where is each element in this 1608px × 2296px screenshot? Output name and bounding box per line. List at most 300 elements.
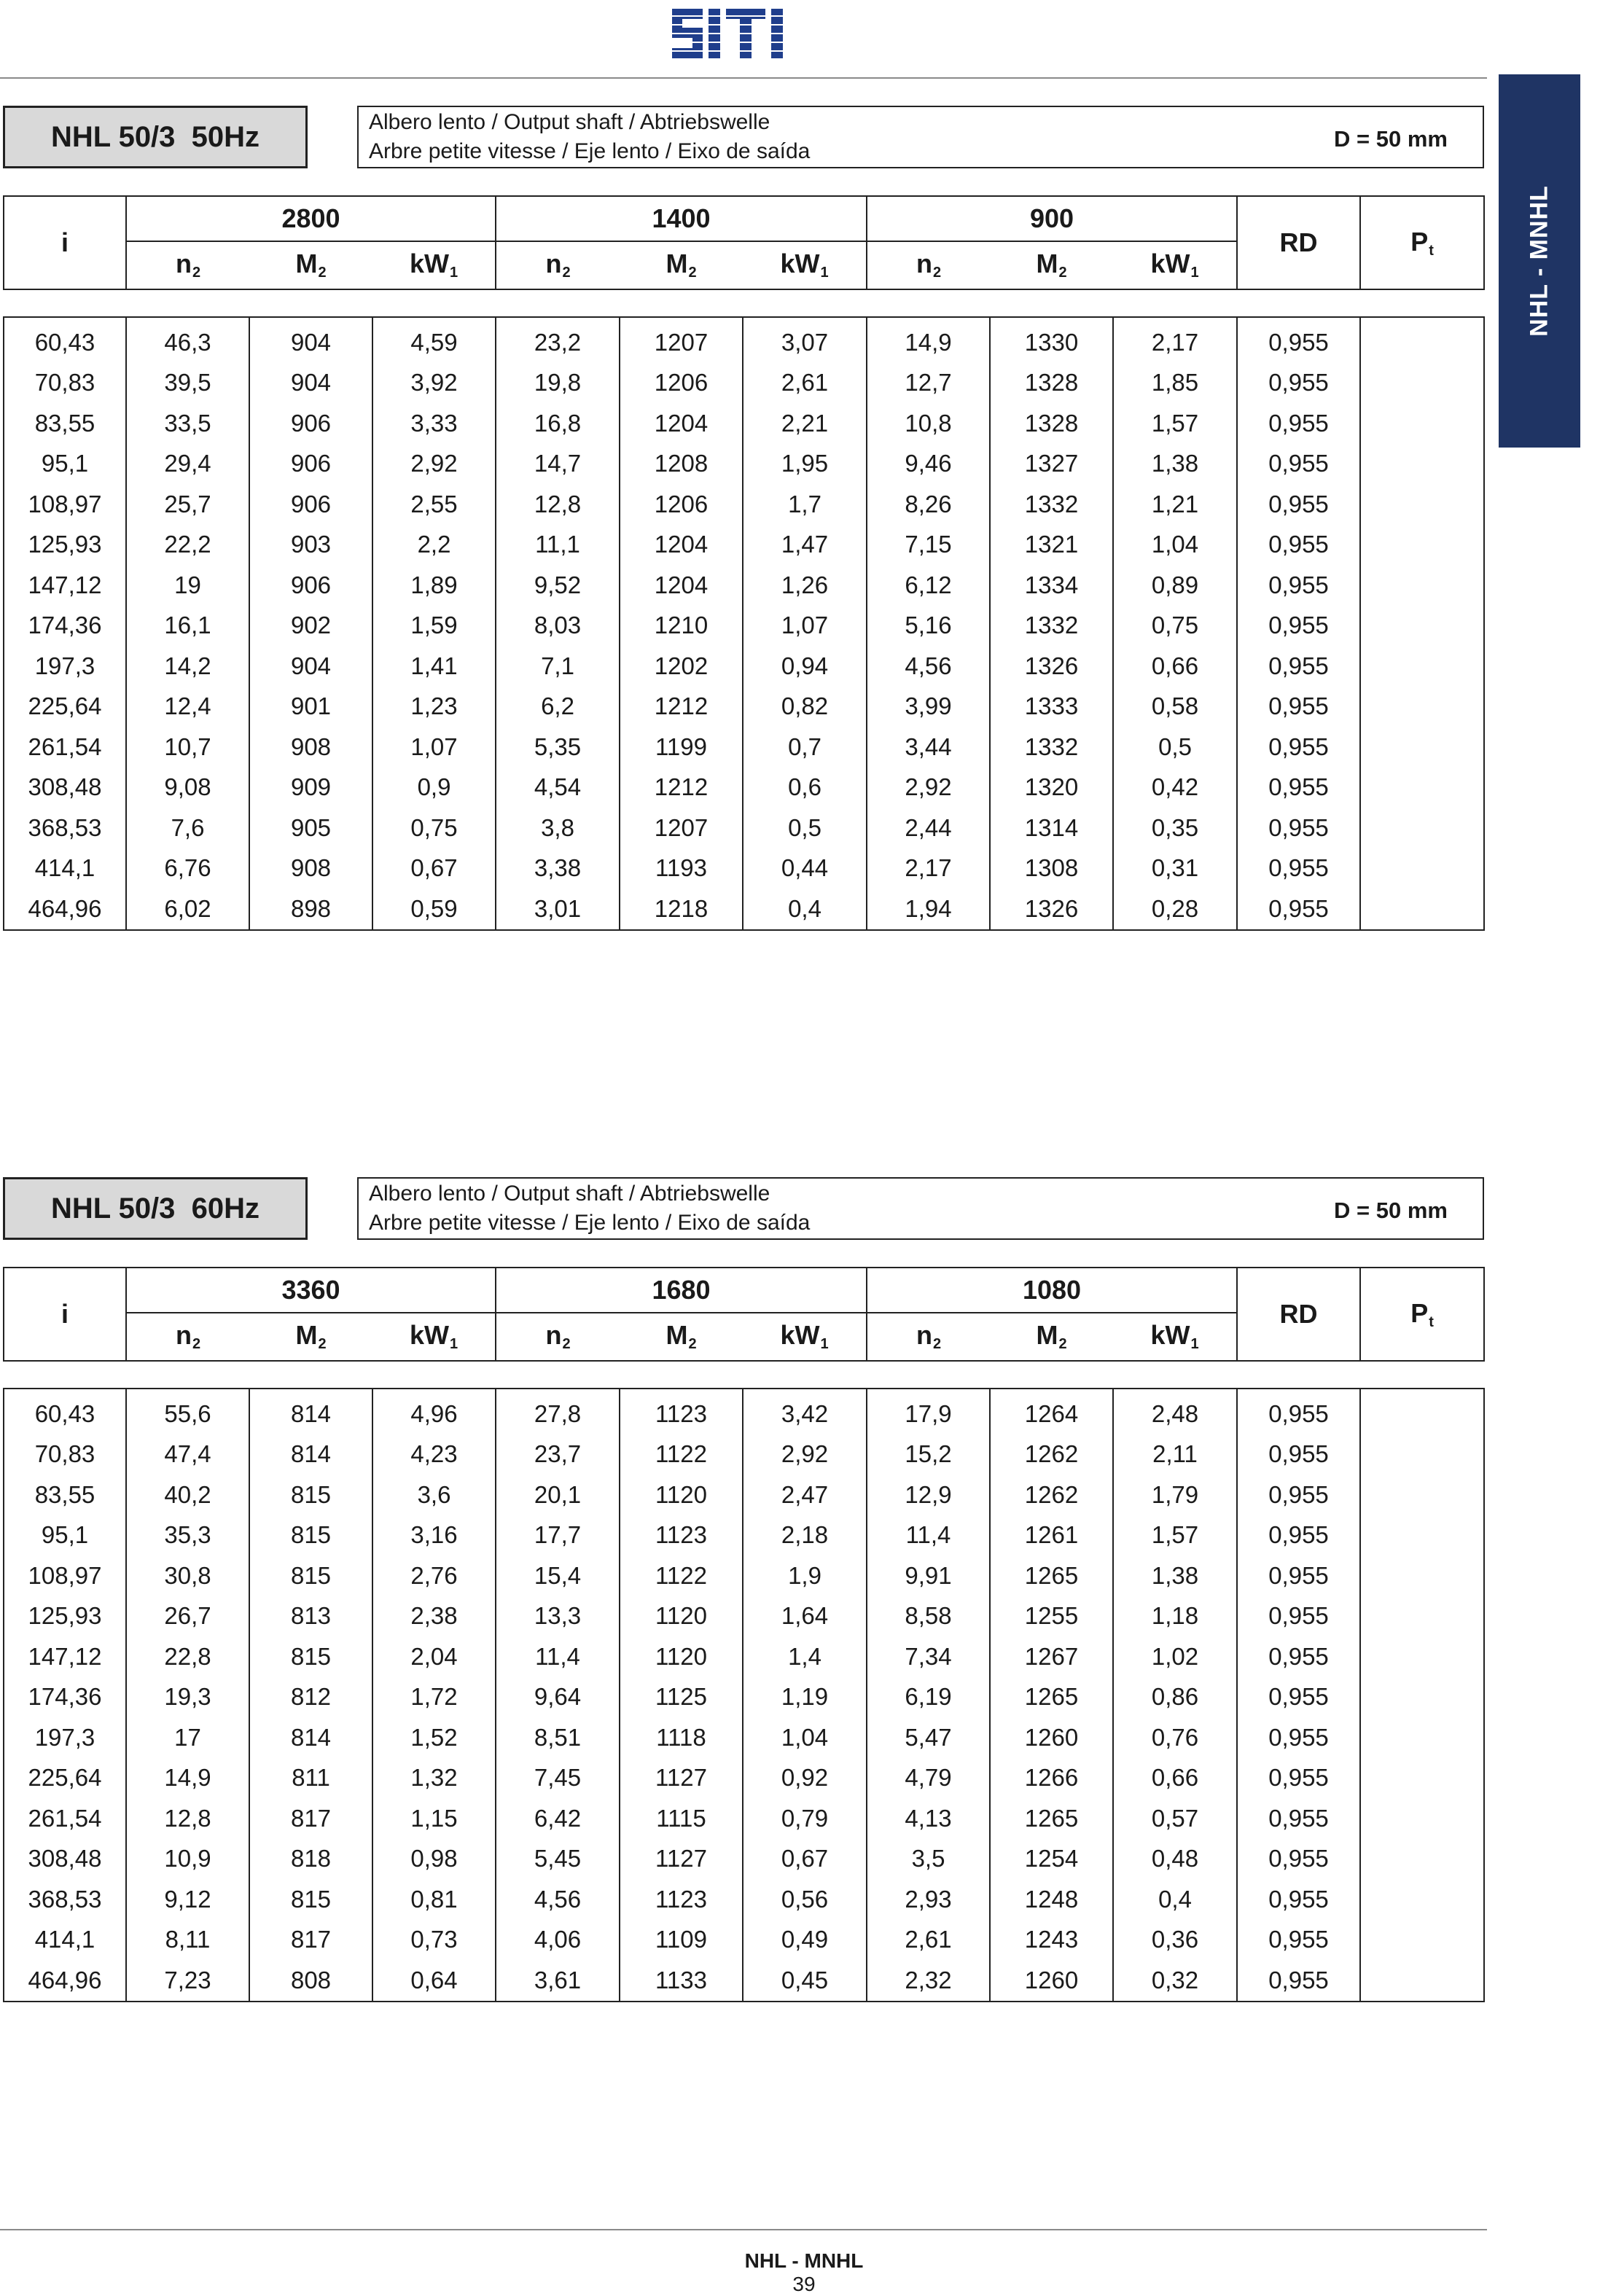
table-cell: 1,9	[743, 1555, 867, 1596]
table-cell: 0,955	[1237, 1879, 1360, 1920]
table-row	[4, 363, 1484, 404]
table-cell: 904	[249, 317, 372, 363]
header-symbol: M	[295, 249, 318, 279]
table-cell: 0,955	[1237, 403, 1360, 444]
table-cell: 0,94	[743, 646, 867, 687]
table-cell: 368,53	[4, 808, 126, 848]
table-cell: 1333	[990, 687, 1113, 727]
header-quantity	[249, 1313, 372, 1361]
table-cell: 60,43	[4, 317, 126, 363]
table-cell: 1120	[620, 1475, 743, 1515]
table-cell: 174,36	[4, 1677, 126, 1718]
table-cell: 905	[249, 808, 372, 848]
header-symbol: M	[295, 1320, 318, 1351]
header-quantity	[743, 241, 867, 289]
table-cell: 5,16	[867, 606, 990, 647]
table-cell: 29,4	[126, 444, 249, 485]
table-cell: 0,48	[1113, 1839, 1237, 1880]
table-cell: 0,955	[1237, 1475, 1360, 1515]
table-cell: 0,5	[743, 808, 867, 848]
table-cell: 1,59	[372, 606, 496, 647]
table-cell: 0,955	[1237, 646, 1360, 687]
header-rd: RD	[1237, 196, 1360, 289]
table-row	[4, 1839, 1484, 1880]
table-cell: 2,32	[867, 1960, 990, 2002]
table-cell: 0,955	[1237, 768, 1360, 808]
table-row	[4, 1475, 1484, 1515]
table-cell: 0,7	[743, 727, 867, 768]
table-cell: 6,12	[867, 565, 990, 606]
table-cell: 1123	[620, 1879, 743, 1920]
table-cell: 16,8	[496, 403, 620, 444]
table-cell: 3,42	[743, 1389, 867, 1434]
table-cell: 261,54	[4, 727, 126, 768]
table-cell: 2,76	[372, 1555, 496, 1596]
table-cell: 1207	[620, 808, 743, 848]
table-cell	[1360, 1475, 1484, 1515]
header-subscript: t	[1429, 242, 1434, 259]
table-cell: 6,42	[496, 1798, 620, 1839]
table-cell	[1360, 1677, 1484, 1718]
table-row	[4, 1879, 1484, 1920]
table-cell: 906	[249, 484, 372, 525]
table-cell: 19,3	[126, 1677, 249, 1718]
table-row	[4, 687, 1484, 727]
table-cell: 0,955	[1237, 1758, 1360, 1799]
table-row	[4, 889, 1484, 930]
table-cell: 1,07	[743, 606, 867, 647]
table-cell: 1,07	[372, 727, 496, 768]
header-input-speed: 3360	[126, 1268, 496, 1313]
table-cell: 1,04	[743, 1717, 867, 1758]
table-cell: 9,08	[126, 768, 249, 808]
table-cell: 108,97	[4, 1555, 126, 1596]
table-cell: 1265	[990, 1798, 1113, 1839]
table-cell: 95,1	[4, 444, 126, 485]
header-symbol: n	[916, 249, 932, 279]
data-table-50hz	[3, 316, 1485, 931]
header-symbol: kW	[1150, 1320, 1190, 1351]
table-cell: 9,52	[496, 565, 620, 606]
table-cell: 13,3	[496, 1596, 620, 1637]
table-cell: 1,64	[743, 1596, 867, 1637]
shaft-diameter: D = 50 mm	[1334, 1198, 1448, 1223]
table-cell: 814	[249, 1717, 372, 1758]
table-cell: 1127	[620, 1758, 743, 1799]
table-cell: 0,955	[1237, 317, 1360, 363]
table-cell: 818	[249, 1839, 372, 1880]
table-cell: 14,7	[496, 444, 620, 485]
table-row	[4, 1515, 1484, 1556]
header-subscript: 2	[1058, 265, 1067, 281]
top-rule	[0, 77, 1487, 79]
table-cell: 11,4	[496, 1636, 620, 1677]
shaft-label-line1: Albero lento / Output shaft / Abtriebswelle	[369, 110, 770, 134]
table-cell: 1204	[620, 525, 743, 566]
table-cell: 1125	[620, 1677, 743, 1718]
table-cell: 1332	[990, 484, 1113, 525]
table-cell: 7,1	[496, 646, 620, 687]
table-cell: 1115	[620, 1798, 743, 1839]
header-subscript: 2	[562, 265, 571, 281]
table-cell: 1332	[990, 727, 1113, 768]
table-cell: 4,56	[496, 1879, 620, 1920]
table-cell: 25,7	[126, 484, 249, 525]
header-input-speed: 2800	[126, 196, 496, 241]
bottom-rule	[0, 2229, 1487, 2230]
table-cell: 814	[249, 1389, 372, 1434]
header-subscript: 2	[318, 265, 327, 281]
table-cell: 3,01	[496, 889, 620, 930]
table-cell: 908	[249, 727, 372, 768]
table-cell: 4,23	[372, 1434, 496, 1475]
table-cell: 2,2	[372, 525, 496, 566]
table-cell: 0,45	[743, 1960, 867, 2002]
table-cell	[1360, 1879, 1484, 1920]
table-cell: 35,3	[126, 1515, 249, 1556]
table-cell: 0,58	[1113, 687, 1237, 727]
table-cell: 17,9	[867, 1389, 990, 1434]
table-cell: 3,61	[496, 1960, 620, 2002]
table-cell: 1,47	[743, 525, 867, 566]
table-cell: 0,49	[743, 1920, 867, 1961]
table-cell: 0,6	[743, 768, 867, 808]
table-cell: 0,955	[1237, 1515, 1360, 1556]
table-cell: 1,21	[1113, 484, 1237, 525]
table-cell: 0,955	[1237, 363, 1360, 404]
header-subscript: 1	[449, 265, 458, 281]
header-ratio-i: i	[4, 1268, 126, 1361]
header-quantity	[867, 241, 990, 289]
table-cell: 4,13	[867, 1798, 990, 1839]
table-cell: 1264	[990, 1389, 1113, 1434]
table-cell: 1261	[990, 1515, 1113, 1556]
table-cell: 8,58	[867, 1596, 990, 1637]
table-cell: 1207	[620, 317, 743, 363]
table-cell: 1260	[990, 1717, 1113, 1758]
section-side-tab	[1499, 74, 1580, 448]
table-cell: 7,23	[126, 1960, 249, 2002]
header-symbol: n	[175, 249, 192, 279]
table-cell: 7,6	[126, 808, 249, 848]
table-cell	[1360, 363, 1484, 404]
table-cell	[1360, 1839, 1484, 1880]
table-row	[4, 606, 1484, 647]
table-cell: 815	[249, 1879, 372, 1920]
table-cell: 902	[249, 606, 372, 647]
table-cell: 1120	[620, 1596, 743, 1637]
data-table-60hz	[3, 1388, 1485, 2002]
table-cell: 12,4	[126, 687, 249, 727]
table-row	[4, 848, 1484, 889]
header-symbol: M	[666, 1320, 688, 1351]
header-symbol: kW	[1150, 249, 1190, 279]
header-input-speed: 1400	[496, 196, 867, 241]
table-cell	[1360, 1717, 1484, 1758]
table-cell: 4,96	[372, 1389, 496, 1434]
table-cell: 1206	[620, 484, 743, 525]
table-row	[4, 1798, 1484, 1839]
table-cell: 0,36	[1113, 1920, 1237, 1961]
table-header-60hz	[3, 1267, 1485, 1362]
table-cell: 904	[249, 363, 372, 404]
table-cell: 1,04	[1113, 525, 1237, 566]
page-number: 39	[792, 2273, 816, 2295]
table-row	[4, 1596, 1484, 1637]
table-row	[4, 403, 1484, 444]
table-cell: 1326	[990, 646, 1113, 687]
table-row	[4, 768, 1484, 808]
header-ratio-i: i	[4, 196, 126, 289]
table-row	[4, 565, 1484, 606]
table-cell: 15,4	[496, 1555, 620, 1596]
table-cell: 0,42	[1113, 768, 1237, 808]
table-cell: 0,955	[1237, 1555, 1360, 1596]
table-cell: 3,33	[372, 403, 496, 444]
table-cell: 12,8	[126, 1798, 249, 1839]
table-cell: 8,03	[496, 606, 620, 647]
table-cell: 1204	[620, 565, 743, 606]
header-quantity	[372, 1313, 496, 1361]
table-cell: 83,55	[4, 1475, 126, 1515]
table-cell: 46,3	[126, 317, 249, 363]
table-cell: 6,19	[867, 1677, 990, 1718]
table-cell: 1334	[990, 565, 1113, 606]
table-cell: 0,955	[1237, 889, 1360, 930]
table-cell: 19	[126, 565, 249, 606]
table-row	[4, 727, 1484, 768]
header-quantity	[620, 1313, 743, 1361]
table-cell: 27,8	[496, 1389, 620, 1434]
table-cell: 1,52	[372, 1717, 496, 1758]
table-cell: 1326	[990, 889, 1113, 930]
table-cell: 39,5	[126, 363, 249, 404]
table-cell	[1360, 525, 1484, 566]
table-row	[4, 1717, 1484, 1758]
table-cell: 1,79	[1113, 1475, 1237, 1515]
table-cell: 3,38	[496, 848, 620, 889]
table-cell: 815	[249, 1515, 372, 1556]
header-symbol: P	[1410, 1297, 1429, 1328]
table-cell: 0,98	[372, 1839, 496, 1880]
table-cell: 1320	[990, 768, 1113, 808]
table-cell	[1360, 1920, 1484, 1961]
header-symbol: n	[545, 1320, 562, 1351]
table-cell: 0,955	[1237, 1636, 1360, 1677]
table-cell: 125,93	[4, 525, 126, 566]
table-cell	[1360, 1434, 1484, 1475]
table-cell: 1,41	[372, 646, 496, 687]
table-cell: 15,2	[867, 1434, 990, 1475]
table-cell: 4,79	[867, 1758, 990, 1799]
table-cell: 23,2	[496, 317, 620, 363]
table-cell: 3,92	[372, 363, 496, 404]
table-cell: 0,955	[1237, 687, 1360, 727]
table-cell: 0,955	[1237, 606, 1360, 647]
table-cell: 0,75	[1113, 606, 1237, 647]
table-cell: 0,4	[743, 889, 867, 930]
table-cell: 125,93	[4, 1596, 126, 1637]
table-cell: 147,12	[4, 565, 126, 606]
table-cell: 1328	[990, 403, 1113, 444]
shaft-label-line2: Arbre petite vitesse / Eje lento / Eixo de saída	[369, 1211, 811, 1235]
header-rd: RD	[1237, 1268, 1360, 1361]
header-quantity	[867, 1313, 990, 1361]
header-symbol: M	[1036, 1320, 1058, 1351]
table-cell: 3,16	[372, 1515, 496, 1556]
table-cell: 1254	[990, 1839, 1113, 1880]
header-subscript: 2	[318, 1336, 327, 1353]
table-cell: 1204	[620, 403, 743, 444]
header-symbol: n	[175, 1320, 192, 1351]
header-quantity	[990, 1313, 1113, 1361]
table-cell: 414,1	[4, 1920, 126, 1961]
table-cell: 1260	[990, 1960, 1113, 2002]
header-symbol: P	[1410, 226, 1429, 257]
table-row	[4, 1677, 1484, 1718]
table-cell: 0,955	[1237, 1389, 1360, 1434]
table-cell: 0,955	[1237, 1798, 1360, 1839]
table-cell: 813	[249, 1596, 372, 1637]
table-cell: 1123	[620, 1389, 743, 1434]
table-cell: 1193	[620, 848, 743, 889]
table-cell	[1360, 848, 1484, 889]
shaft-label-line1: Albero lento / Output shaft / Abtriebswelle	[369, 1182, 770, 1206]
table-cell: 1267	[990, 1636, 1113, 1677]
table-cell: 10,8	[867, 403, 990, 444]
table-cell: 6,02	[126, 889, 249, 930]
table-cell: 0,955	[1237, 1677, 1360, 1718]
table-cell: 1206	[620, 363, 743, 404]
table-row	[4, 444, 1484, 485]
table-cell: 1212	[620, 687, 743, 727]
table-cell	[1360, 565, 1484, 606]
table-cell: 11,1	[496, 525, 620, 566]
table-cell: 2,44	[867, 808, 990, 848]
side-tab-label: NHL - MNHL	[1525, 185, 1553, 337]
table-cell: 1,4	[743, 1636, 867, 1677]
table-cell: 3,07	[743, 317, 867, 363]
table-cell: 1218	[620, 889, 743, 930]
table-cell: 0,955	[1237, 1920, 1360, 1961]
table-cell: 225,64	[4, 687, 126, 727]
table-cell: 1,57	[1113, 1515, 1237, 1556]
table-cell: 4,59	[372, 317, 496, 363]
table-cell: 0,955	[1237, 484, 1360, 525]
table-cell: 0,67	[372, 848, 496, 889]
table-cell: 1,38	[1113, 444, 1237, 485]
table-cell: 17	[126, 1717, 249, 1758]
table-cell: 0,57	[1113, 1798, 1237, 1839]
header-quantity	[126, 241, 249, 289]
table-cell: 817	[249, 1798, 372, 1839]
table-cell: 0,28	[1113, 889, 1237, 930]
table-cell: 0,955	[1237, 1434, 1360, 1475]
table-cell: 2,21	[743, 403, 867, 444]
table-cell: 1133	[620, 1960, 743, 2002]
table-cell: 108,97	[4, 484, 126, 525]
table-cell	[1360, 1798, 1484, 1839]
table-cell: 20,1	[496, 1475, 620, 1515]
table-cell: 2,38	[372, 1596, 496, 1637]
table-cell: 2,17	[1113, 317, 1237, 363]
table-row	[4, 646, 1484, 687]
header-subscript: 2	[688, 265, 697, 281]
table-row	[4, 1960, 1484, 2002]
table-cell: 14,9	[867, 317, 990, 363]
table-cell: 147,12	[4, 1636, 126, 1677]
table-cell	[1360, 727, 1484, 768]
header-quantity	[743, 1313, 867, 1361]
table-cell	[1360, 403, 1484, 444]
table-cell: 33,5	[126, 403, 249, 444]
table-cell: 7,34	[867, 1636, 990, 1677]
table-cell: 1,89	[372, 565, 496, 606]
table-cell	[1360, 1389, 1484, 1434]
table-row	[4, 317, 1484, 363]
table-cell: 0,82	[743, 687, 867, 727]
table-cell: 0,955	[1237, 848, 1360, 889]
table-cell: 40,2	[126, 1475, 249, 1515]
header-subscript: 2	[688, 1336, 697, 1353]
table-cell: 2,92	[372, 444, 496, 485]
table-cell: 3,8	[496, 808, 620, 848]
table-cell: 908	[249, 848, 372, 889]
table-cell	[1360, 808, 1484, 848]
table-cell: 1262	[990, 1475, 1113, 1515]
shaft-info-box	[357, 1177, 1484, 1240]
table-cell: 2,92	[867, 768, 990, 808]
table-cell: 2,17	[867, 848, 990, 889]
table-cell: 22,2	[126, 525, 249, 566]
model-title-50hz	[3, 106, 308, 168]
table-cell: 1321	[990, 525, 1113, 566]
header-quantity	[126, 1313, 249, 1361]
table-cell: 1314	[990, 808, 1113, 848]
table-cell: 2,47	[743, 1475, 867, 1515]
table-cell: 1,72	[372, 1677, 496, 1718]
table-cell: 906	[249, 565, 372, 606]
header-subscript: t	[1429, 1313, 1434, 1330]
table-cell: 2,48	[1113, 1389, 1237, 1434]
table-cell	[1360, 606, 1484, 647]
table-cell: 909	[249, 768, 372, 808]
table-cell	[1360, 1758, 1484, 1799]
header-subscript: 2	[192, 1336, 201, 1353]
table-cell: 1127	[620, 1839, 743, 1880]
table-cell: 901	[249, 687, 372, 727]
table-cell: 2,61	[867, 1920, 990, 1961]
table-cell: 0,4	[1113, 1879, 1237, 1920]
table-row	[4, 1555, 1484, 1596]
table-cell	[1360, 1555, 1484, 1596]
table-row	[4, 525, 1484, 566]
table-cell: 261,54	[4, 1798, 126, 1839]
table-cell: 3,99	[867, 687, 990, 727]
table-cell: 1255	[990, 1596, 1113, 1637]
header-symbol: M	[666, 249, 688, 279]
model-title-60hz	[3, 1177, 308, 1240]
table-cell: 464,96	[4, 889, 126, 930]
table-cell: 1,15	[372, 1798, 496, 1839]
table-cell: 26,7	[126, 1596, 249, 1637]
table-cell: 19,8	[496, 363, 620, 404]
table-cell: 0,76	[1113, 1717, 1237, 1758]
table-cell: 9,12	[126, 1879, 249, 1920]
table-cell: 1328	[990, 363, 1113, 404]
table-cell: 1212	[620, 768, 743, 808]
table-cell: 0,81	[372, 1879, 496, 1920]
